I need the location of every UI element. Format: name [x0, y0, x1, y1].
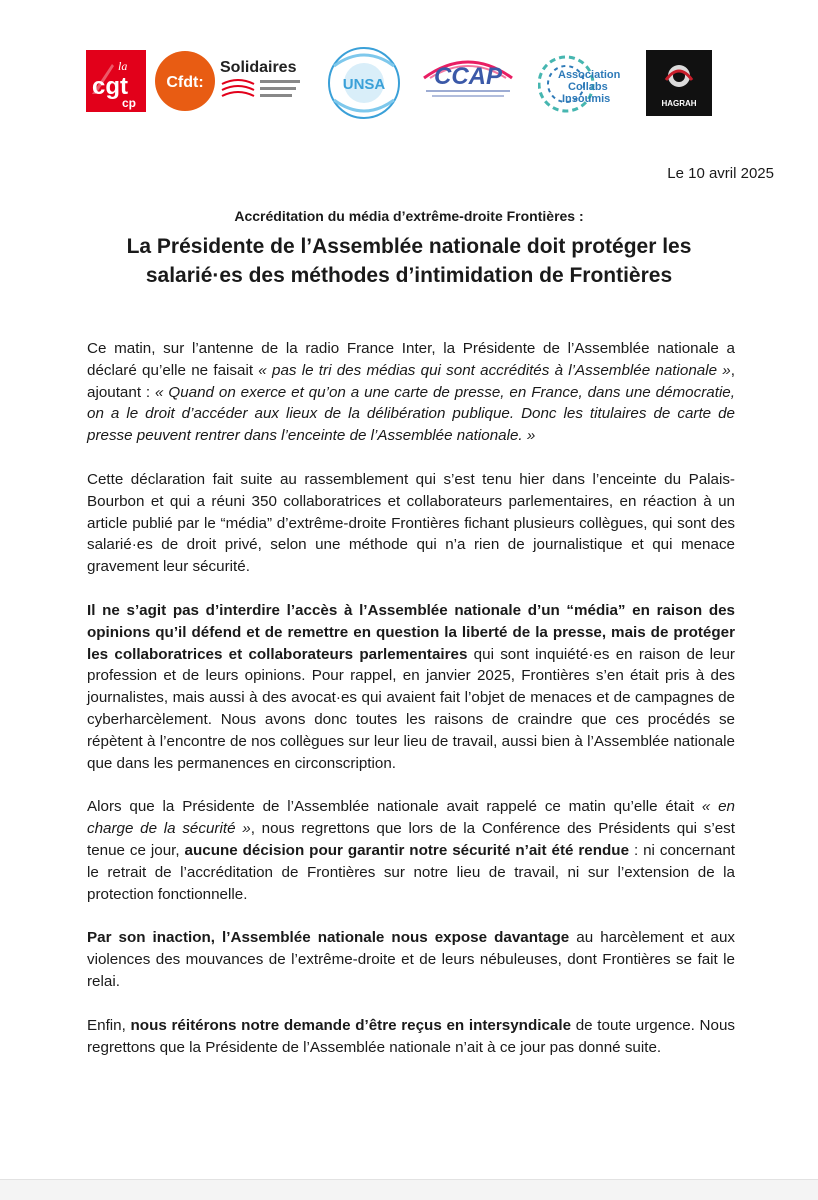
cgt-logo-small: la — [118, 59, 128, 73]
cgt-logo-sub: cp — [122, 96, 137, 110]
p1-quote-2: « Quand on exerce et qu’on a une carte de presse, en France, dans une démocratie, on a le droit d’accéder aux lieux de la délibération publique. Donc les titulaires de carte de presse peuvent rentrer dans l’enceinte de l’Assemblée nationale. » — [87, 383, 735, 445]
paragraph-4 — [87, 796, 735, 905]
document-body — [87, 338, 735, 1080]
collabs-line1: Association — [558, 69, 621, 81]
cgt-logo-main: cgt — [92, 73, 128, 100]
paragraph-3 — [87, 600, 735, 774]
logo-strip — [86, 50, 726, 120]
p4-text-a: Alors que la Présidente de l’Assemblée nationale avait rappelé ce matin qu’elle était — [87, 798, 702, 816]
p5-rest: au harcèlement et aux violences des mouvances de l’extrême-droite et de leurs nébuleuses, dont Frontières se fait le relai. — [87, 929, 735, 990]
unsa-logo-text: UNSA — [342, 76, 386, 93]
paragraph-1 — [87, 338, 735, 447]
document-kicker: Accréditation du média d’extrême-droite Frontières : — [234, 208, 584, 224]
unsa-logo — [318, 46, 410, 120]
document-date: Le 10 avril 2025 — [667, 165, 774, 182]
p4-bold: aucune décision pour garantir notre sécurité n’ait été rendue — [184, 841, 630, 859]
cfdt-logo-text: Cfdt: — [166, 74, 204, 91]
collabs-line2: Collabs — [568, 81, 608, 93]
collabs-insoumis-logo — [538, 52, 638, 116]
bottom-bar — [0, 1179, 818, 1200]
paragraph-2: Cette déclaration fait suite au rassemblement qui s’est tenu hier dans l’enceinte du Palais-Bourbon et qui a réuni 350 collaboratrices et collaborateurs parlementaires, en réaction à un article publié par le “média” d’extrême-droite Frontières fichant plusieurs collègues, qui sont des salarié·es de droit privé, selon une méthode qui n’a rien de journalistique et qui menace gravement leur sécurité. — [87, 470, 735, 576]
p5-bold: Par son inaction, l’Assemblée nationale nous expose davantage — [87, 929, 570, 947]
solidaires-logo-text: Solidaires — [220, 59, 297, 76]
cfdt-logo — [154, 50, 216, 112]
p6-text-c: de toute urgence. Nous regrettons que la Présidente de l’Assemblée nationale n’ait à ce jour pas donné suite. — [87, 1016, 735, 1056]
paragraph-5 — [87, 927, 735, 992]
p4-quote: « en charge de la sécurité » — [87, 798, 735, 838]
ccap-logo — [416, 52, 520, 102]
paragraph-6 — [87, 1015, 735, 1059]
p1-quote-1: « pas le tri des médias qui sont accrédités à l’Assemblée nationale » — [258, 361, 731, 379]
document-title — [60, 232, 758, 290]
collabs-line3: Insoumis — [562, 93, 611, 105]
p6-bold: nous réitérons notre demande d’être reçus en intersyndicale — [130, 1016, 572, 1034]
title-line-1: La Présidente de l’Assemblée nationale doit protéger les — [126, 235, 692, 258]
p3-rest: qui sont inquiété·es en raison de leur profession et de leurs opinions. Pour rappel, en janvier 2025, Frontières s’en était pris à des journalistes, mais aussi à des avocat·es qui avaient fait l’objet de menaces et de campagnes de cyberharcèlement. Nous avons donc toutes les raisons de craindre que ces procédés se répètent à l’encontre de nos collègues sur leur lieu de travail, aussi bien à l’Assemblée nationale que dans les permanences en circonscription. — [87, 645, 735, 772]
p4-text-e: : ni concernant le retrait de l’accréditation de Frontières sur notre lieu de travail, ni sur l’extension de la protection fonctionnelle. — [87, 841, 735, 903]
hagrah-logo — [646, 50, 712, 116]
solidaires-logo — [218, 54, 312, 114]
p1-text-c: , ajoutant : — [87, 361, 735, 401]
cgt-logo — [86, 50, 146, 112]
p4-text-c: , nous regrettons que lors de la Conférence des Présidents qui s’est tenue ce jour, — [87, 820, 735, 859]
title-line-2: salarié·es des méthodes d’intimidation de Frontières — [145, 264, 673, 287]
hagrah-logo-text: HAGRAH — [661, 99, 697, 108]
p3-bold: Il ne s’agit pas d’interdire l’accès à l’Assemblée nationale d’un “média” en raison des opinions qu’il défend et de remettre en question la liberté de la presse, mais de protéger les collaboratrices et collaborateurs parlementaires — [87, 601, 735, 663]
p6-text-a: Enfin, — [87, 1016, 131, 1034]
p1-text-a: Ce matin, sur l’antenne de la radio France Inter, la Présidente de l’Assemblée nationale a déclaré qu’elle ne faisait — [87, 340, 735, 379]
ccap-logo-text: CCAP — [433, 63, 503, 90]
